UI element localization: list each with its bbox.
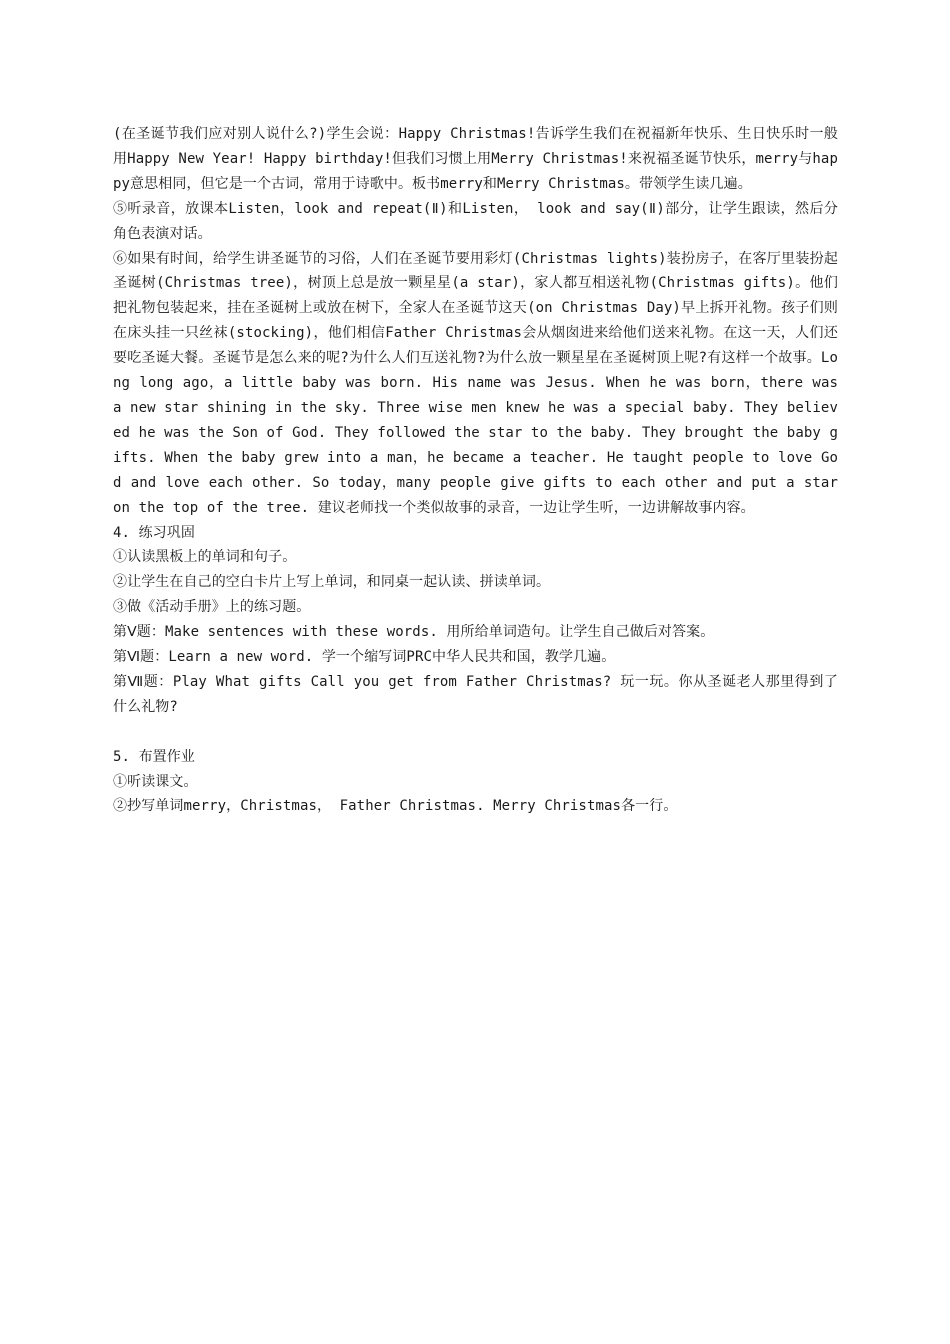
exercise-7: 第Ⅶ题：Play What gifts Call you get from Father Christmas? 玩一玩。你从圣诞老人那里得到了什么礼物?: [113, 673, 838, 715]
practice-item-2: ②让学生在自己的空白卡片上写上单词，和同桌一起认读、拼读单词。: [113, 574, 551, 591]
section-5-heading: 5. 布置作业: [113, 748, 195, 765]
exercise-5: 第Ⅴ题：Make sentences with these words. 用所给单词造句。让学生自己做后对答案。: [113, 624, 715, 641]
step-6-christmas-story: ⑥如果有时间，给学生讲圣诞节的习俗，人们在圣诞节要用彩灯(Christmas lights)装扮房子，在客厅里装扮起圣诞树(Christmas tree)，树顶上总是放一颗星星(a star)，家人都互相送礼物(Christmas gifts)。他们把礼物包装起来，挂在圣诞树上或放在树下，全家人在圣诞节这天(on Christmas Day)早上拆开礼物。孩子们则在床头挂一只丝袜(stocking)，他们相信Father Christmas会从烟囱进来给他们送来礼物。在这一天，人们还要吃圣诞大餐。圣诞节是怎么来的呢?为什么人们互送礼物?为什么放一颗星星在圣诞树顶上呢?有这样一个故事。Long long ago，a little baby was born. His name was Jesus. When he was born，there was a new star shining in the sky. Three wise men knew he was a special baby. They believed he was the Son of God. They followed the star to the baby. They brought the baby gifts. When the baby grew into a man，he became a teacher. He taught people to love God and love each other. So today，many people give gifts to each other and put a star on the top of the tree. 建议老师找一个类似故事的录音，一边让学生听，一边讲解故事内容。: [113, 250, 838, 516]
blank-line: [113, 720, 838, 745]
step-5-listen-repeat: ⑤听录音，放课本Listen，look and repeat(Ⅱ)和Listen， look and say(Ⅱ)部分，让学生跟读，然后分角色表演对话。: [113, 200, 838, 242]
paragraph-merry-christmas: (在圣诞节我们应对别人说什么?)学生会说：Happy Christmas!告诉学生我们在祝福新年快乐、生日快乐时一般用Happy New Year! Happy birthday!但我们习惯上用Merry Christmas!来祝福圣诞节快乐，merry与happy意思相同，但它是一个古词，常用于诗歌中。板书merry和Merry Christmas。带领学生读几遍。: [113, 126, 838, 192]
document-body: [113, 122, 838, 819]
homework-item-2: ②抄写单词merry，Christmas， Father Christmas. Merry Christmas各一行。: [113, 798, 678, 815]
practice-item-1: ①认读黑板上的单词和句子。: [113, 549, 297, 566]
exercise-6: 第Ⅵ题：Learn a new word. 学一个缩写词PRC中华人民共和国，教学几遍。: [113, 649, 616, 666]
section-4-heading: 4. 练习巩固: [113, 524, 195, 541]
homework-item-1: ①听读课文。: [113, 773, 198, 790]
practice-item-3: ③做《活动手册》上的练习题。: [113, 599, 311, 616]
